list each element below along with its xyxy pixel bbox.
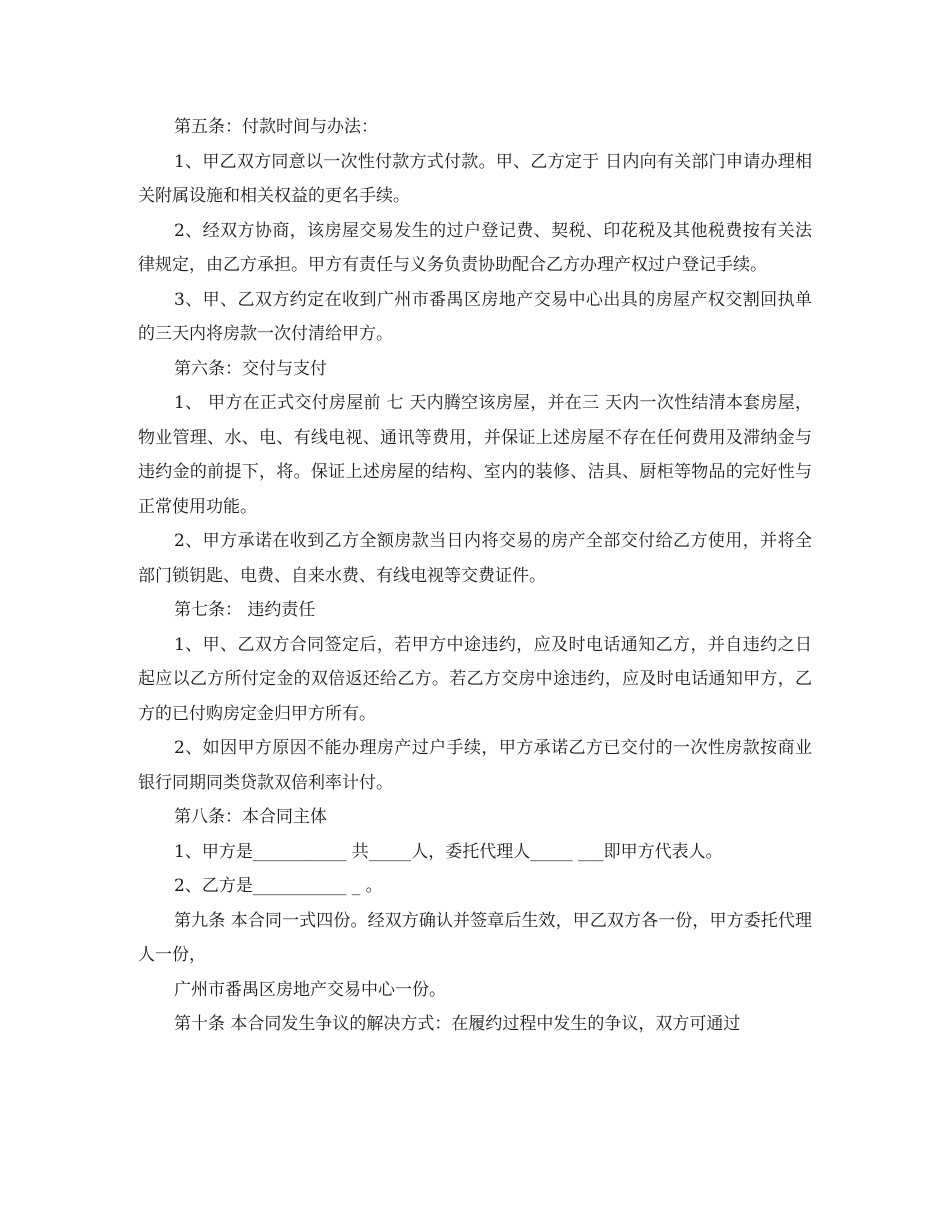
article-7-clause-1: 1、甲、乙双方合同签定后，若甲方中途违约，应及时电话通知乙方，并自违约之日起应以乙方所付定金的双倍返还给乙方。若乙方交房中途违约，应及时电话通知甲方，乙方的已付购房定金归甲方所有。 (138, 634, 812, 724)
article-6-heading: 第六条：交付与支付 (174, 358, 327, 379)
article-6-clause-1: 1、 甲方在正式交付房屋前 七 天内腾空该房屋，并在三 天内一次性结清本套房屋，物业管理、水、电、有线电视、通讯等费用，并保证上述房屋不存在任何费用及滞纳金与违约金的前提下，将。保证上述房屋的结构、室内的装修、洁具、厨柜等物品的完好性与正常使用功能。 (138, 393, 812, 517)
article-9-continuation: 广州市番禺区房地产交易中心一份。 (174, 979, 446, 1000)
article-10: 第十条 本合同发生争议的解决方式：在履约过程中发生的争议，双方可通过 (174, 1014, 741, 1034)
article-9: 第九条 本合同一式四份。经双方确认并签章后生效，甲乙双方各一份，甲方委托代理人一份， (138, 910, 812, 965)
article-6-clause-2: 2、甲方承诺在收到乙方全额房款当日内将交易的房产全部交付给乙方使用，并将全部门锁钥匙、电费、自来水费、有线电视等交费证件。 (138, 531, 812, 586)
article-5-heading: 第五条：付款时间与办法： (174, 117, 378, 137)
article-5-clause-2: 2、经双方协商，该房屋交易发生的过户登记费、契税、印花税及其他税费按有关法律规定，由乙方承担。甲方有责任与义务负责协助配合乙方办理产权过户登记手续。 (138, 220, 812, 275)
article-7-clause-2: 2、如因甲方原因不能办理房产过户手续，甲方承诺乙方已交付的一次性房款按商业银行同期同类贷款双倍利率计付。 (138, 738, 812, 793)
article-8-clause-2: 2、乙方是___________ _ 。 (174, 876, 383, 896)
article-8-heading: 第八条：本合同主体 (174, 807, 327, 827)
article-7-heading: 第七条： 违约责任 (174, 600, 316, 620)
article-8-clause-1: 1、甲方是___________ 共_____人，委托代理人_____ ___即甲方代表人。 (174, 841, 723, 862)
article-5-clause-3: 3、甲、乙双方约定在收到广州市番禺区房地产交易中心出具的房屋产权交割回执单的三天内将房款一次付清给甲方。 (138, 289, 812, 344)
article-5-clause-1: 1、甲乙双方同意以一次性付款方式付款。甲、乙方定于 日内向有关部门申请办理相关附属设施和相关权益的更名手续。 (138, 151, 812, 206)
